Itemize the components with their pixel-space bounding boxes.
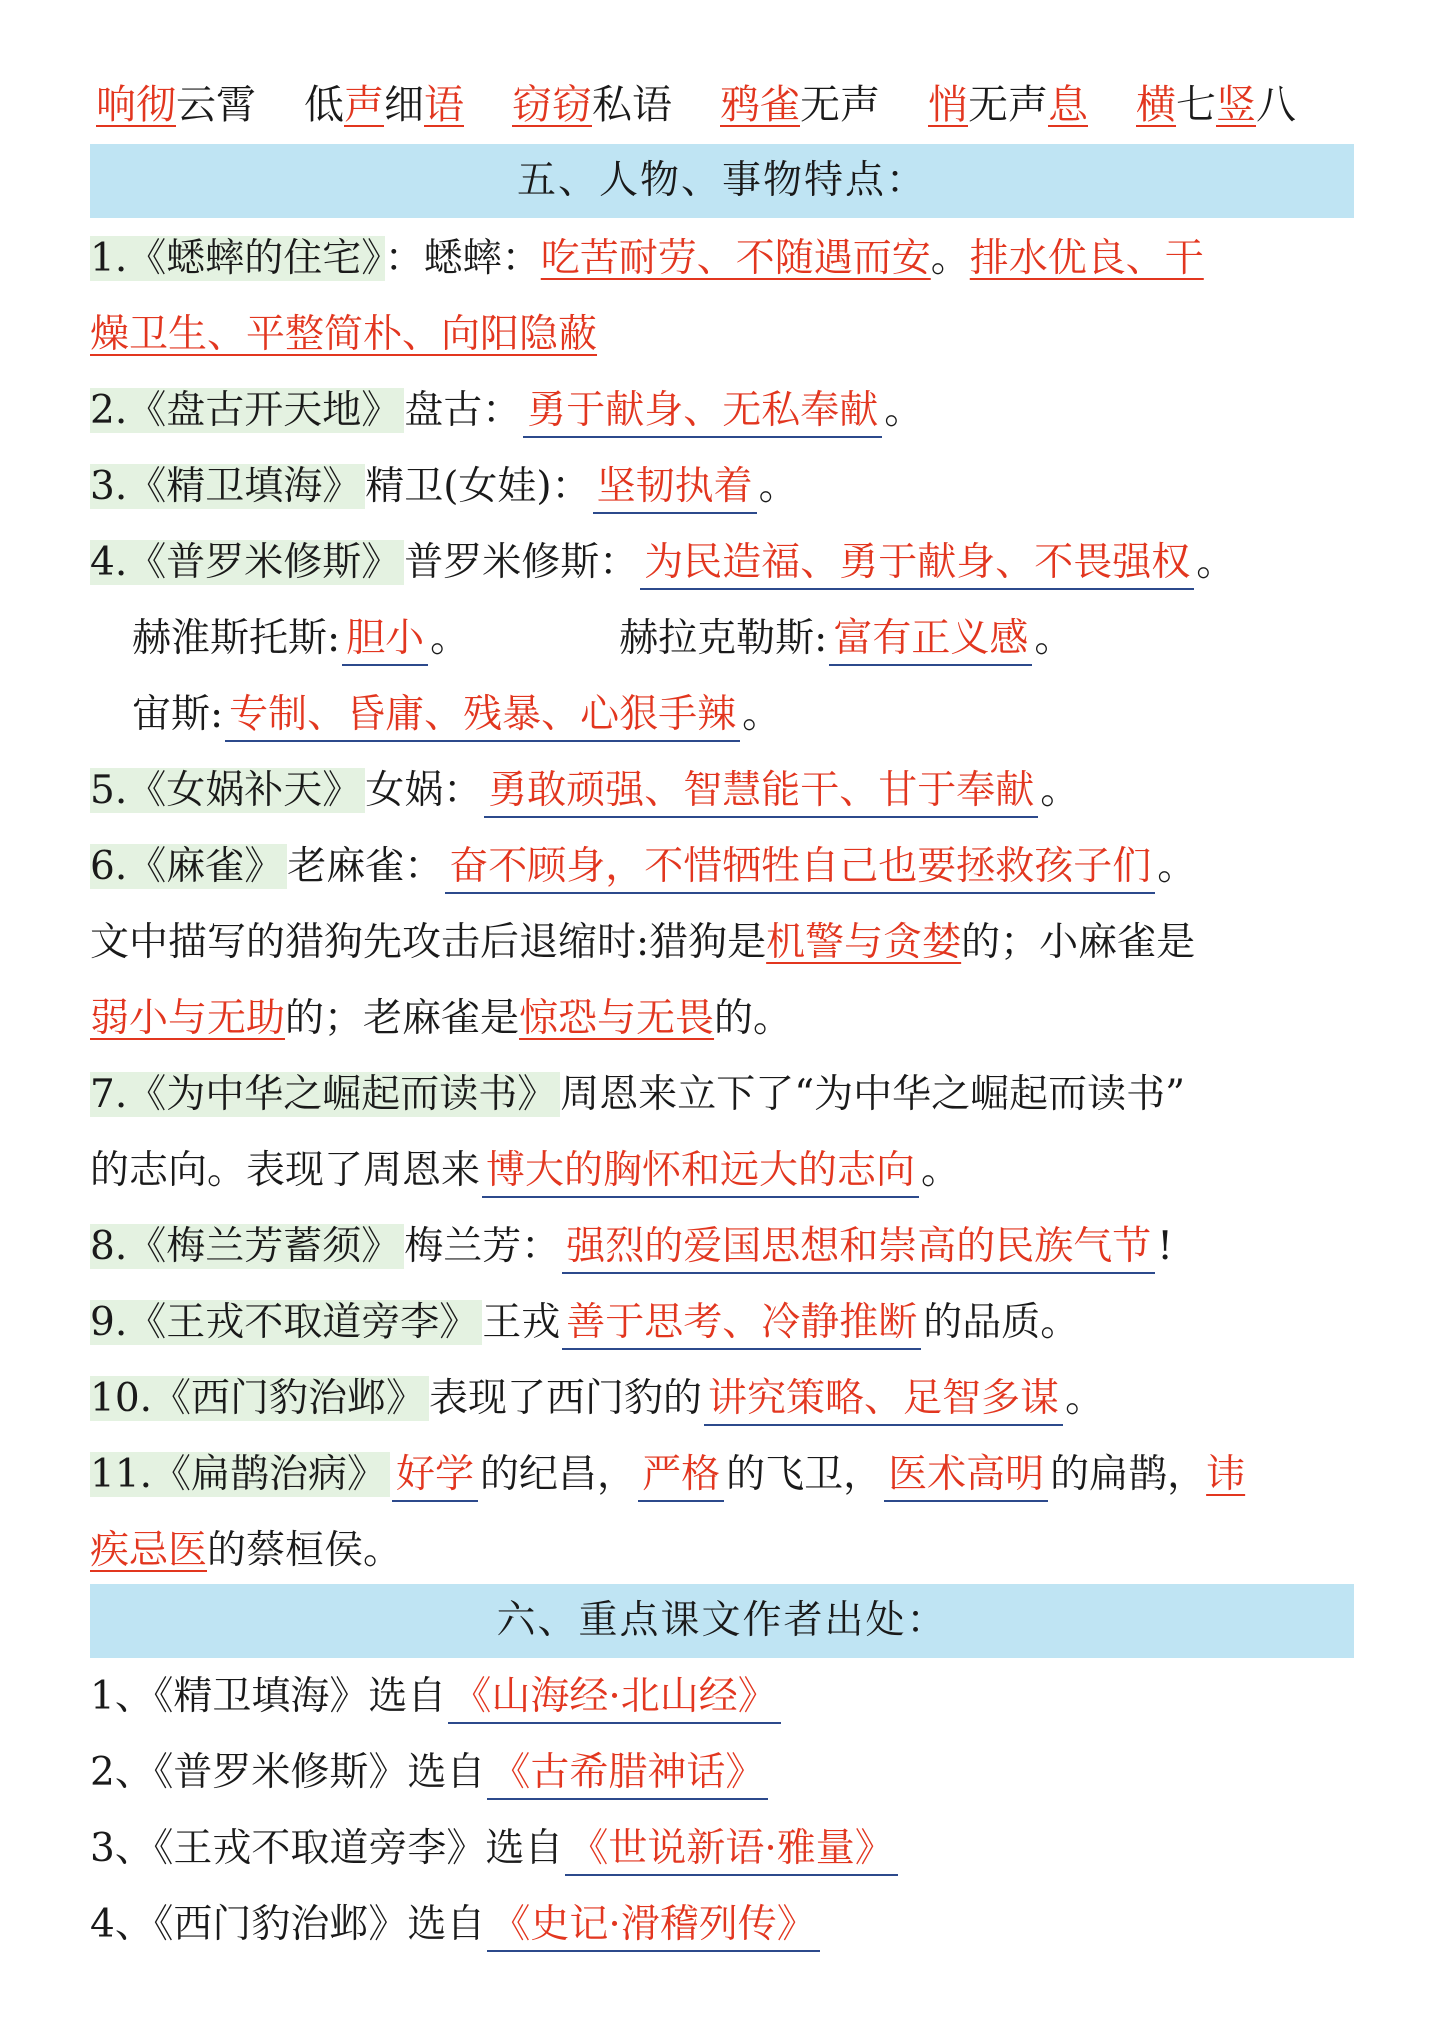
phrase-text: 低 (304, 82, 344, 128)
phrase-text: 云霄 (176, 82, 256, 128)
lesson-title: 3.《精卫填海》 (90, 464, 365, 509)
item-line (90, 454, 1360, 520)
body-text: 的；老麻雀是 (285, 996, 520, 1041)
answer-text: 专制、昏庸、残暴、心狠手辣 (229, 692, 737, 737)
vocab-phrase (304, 72, 464, 138)
answer-text: 坚韧执着 (596, 464, 753, 509)
character-name: 赫拉克勒斯: (619, 616, 828, 661)
answer-text: 胆小 (346, 616, 425, 661)
item-line (90, 986, 1360, 1052)
answer-text: 强烈的爱国思想和崇高的民族气节 (566, 1224, 1152, 1269)
lesson-title: 8.《梅兰芳蓄须》 (90, 1224, 404, 1269)
punctuation: 。 (1157, 844, 1197, 889)
source-line (90, 1740, 1360, 1806)
phrase-text: 细 (384, 82, 424, 128)
phrase-highlight: 语 (424, 82, 464, 128)
lesson-title: 6.《麻雀》 (90, 844, 287, 889)
answer-text: 弱小与无助 (90, 996, 286, 1041)
lesson-title: 9.《王戎不取道旁李》 (90, 1300, 482, 1345)
answer-text: 富有正义感 (833, 616, 1029, 661)
character-name: 普罗米修斯： (404, 540, 639, 585)
character-name: 盘古： (404, 388, 522, 433)
answer-text: 奋不顾身，不惜牺牲自己也要拯救孩子们 (449, 844, 1152, 889)
answer-blank (638, 1450, 724, 1502)
punctuation: 。 (742, 692, 782, 737)
answer-blank (225, 690, 740, 742)
answer-blank (445, 842, 1155, 894)
vocab-phrase (928, 72, 1088, 138)
item-line (90, 1062, 1360, 1128)
phrase-highlight: 响彻 (96, 82, 176, 128)
lesson-title: 10.《西门豹治邺》 (90, 1376, 429, 1421)
answer-text: 惊恐与无畏 (519, 996, 715, 1041)
section-header-characteristics (90, 144, 1354, 218)
vocab-phrase (96, 72, 256, 138)
answer-blank (487, 1748, 768, 1800)
phrase-highlight: 竖 (1216, 82, 1256, 128)
phrase-highlight: 横 (1136, 82, 1176, 128)
phrase-row (96, 72, 1366, 138)
punctuation: ! (1157, 1224, 1173, 1269)
lesson-title: 1.《蟋蟀的住宅》 (90, 236, 385, 281)
answer-blank (484, 766, 1038, 818)
answer-blank (593, 462, 757, 514)
source-prefix: 4、《西门豹治邺》选自 (90, 1902, 486, 1947)
answer-text: 讲究策略、足智多谋 (708, 1376, 1060, 1421)
section-title: 六、重点课文作者出处： (496, 1598, 948, 1643)
answer-text: 好学 (396, 1452, 475, 1497)
vocab-phrase (720, 72, 880, 138)
punctuation: 。 (430, 616, 470, 661)
item-line (90, 1518, 1360, 1584)
answer-text: 医术高明 (888, 1452, 1045, 1497)
body-text: 的蔡桓侯。 (207, 1528, 403, 1573)
source-answer: 《山海经·北山经》 (452, 1674, 777, 1719)
punctuation: 。 (1065, 1376, 1105, 1421)
item-line (90, 1138, 1360, 1204)
punctuation: 。 (1034, 616, 1074, 661)
lesson-title: 11.《扁鹊治病》 (90, 1452, 390, 1497)
body-text: 表现了西门豹的 (429, 1376, 703, 1421)
phrase-highlight: 窃窃 (512, 82, 592, 128)
punctuation: 。 (758, 464, 798, 509)
character-name: 宙斯: (132, 692, 224, 737)
item-line (90, 530, 1360, 596)
character-name: 精卫(女娃)： (365, 464, 591, 509)
body-text: 周恩来立下了“为中华之崛起而读书” (560, 1072, 1186, 1117)
item-line (132, 606, 1402, 672)
answer-blank (342, 614, 428, 666)
answer-blank (829, 614, 1032, 666)
character-name: 女娲： (365, 768, 483, 813)
source-prefix: 1、《精卫填海》选自 (90, 1674, 447, 1719)
answer-blank (704, 1374, 1063, 1426)
body-text: 的扁鹊， (1050, 1452, 1207, 1497)
body-text: 的志向。表现了周恩来 (90, 1148, 481, 1193)
punctuation: 。 (1196, 540, 1236, 585)
source-line (90, 1664, 1360, 1730)
item-line (90, 1214, 1360, 1280)
answer-blank (523, 386, 882, 438)
source-line (90, 1816, 1360, 1882)
answer-blank (562, 1222, 1155, 1274)
vocab-phrase (1136, 72, 1296, 138)
source-answer: 《世说新语·雅量》 (569, 1826, 894, 1871)
phrase-text: 私语 (592, 82, 672, 128)
vocab-phrase (512, 72, 672, 138)
section-header-sources (90, 1584, 1354, 1658)
answer-text: 疾忌医 (90, 1528, 208, 1573)
phrase-text: 无声 (968, 82, 1048, 128)
character-name: 梅兰芳： (404, 1224, 561, 1269)
phrase-highlight: 悄 (928, 82, 968, 128)
answer-text: 讳 (1206, 1452, 1246, 1497)
item-line (90, 1442, 1360, 1508)
character-name: ：蟋蟀： (384, 236, 541, 281)
item-line (132, 682, 1402, 748)
character-name: 老麻雀： (287, 844, 444, 889)
answer-blank (448, 1672, 780, 1724)
body-text: 的品质。 (923, 1300, 1080, 1345)
phrase-text: 八 (1256, 82, 1296, 128)
lesson-title: 4.《普罗米修斯》 (90, 540, 404, 585)
phrase-highlight: 鸦雀 (720, 82, 800, 128)
lesson-title: 5.《女娲补天》 (90, 768, 365, 813)
answer-text: 勇敢顽强、智慧能干、甘于奉献 (488, 768, 1035, 813)
phrase-highlight: 声 (344, 82, 384, 128)
punctuation: 。 (921, 1148, 961, 1193)
source-answer: 《古希腊神话》 (491, 1750, 765, 1795)
character-name: 赫淮斯托斯: (132, 616, 341, 661)
punctuation: 。 (884, 388, 924, 433)
item-line (90, 302, 1360, 368)
body-text: 的；小麻雀是 (961, 920, 1196, 965)
item-line (90, 758, 1360, 824)
answer-text: 勇于献身、无私奉献 (527, 388, 879, 433)
body-text: 的。 (714, 996, 793, 1041)
body-text: 文中描写的猎狗先攻击后退缩时:猎狗是 (90, 920, 767, 965)
item-line (90, 1366, 1360, 1432)
answer-blank (884, 1450, 1048, 1502)
answer-text: 博大的胸怀和远大的志向 (486, 1148, 916, 1193)
punctuation: 。 (1040, 768, 1080, 813)
item-line (90, 834, 1360, 900)
answer-blank (562, 1298, 921, 1350)
lesson-title: 7.《为中华之崛起而读书》 (90, 1072, 560, 1117)
source-prefix: 2、《普罗米修斯》选自 (90, 1750, 486, 1795)
section-title: 五、人物、事物特点： (516, 158, 927, 203)
phrase-text: 七 (1176, 82, 1216, 128)
answer-text: 吃苦耐劳、不随遇而安 (540, 236, 931, 281)
answer-text: 为民造福、勇于献身、不畏强权 (644, 540, 1191, 585)
body-text: 的飞卫， (726, 1452, 883, 1497)
answer-text: 严格 (642, 1452, 721, 1497)
answer-blank (640, 538, 1194, 590)
answer-blank (482, 1146, 919, 1198)
source-answer: 《史记·滑稽列传》 (491, 1902, 816, 1947)
character-name: 王戎 (482, 1300, 561, 1345)
source-prefix: 3、《王戎不取道旁李》选自 (90, 1826, 564, 1871)
answer-text: 排水优良、干 (969, 236, 1204, 281)
item-line (90, 378, 1360, 444)
body-text: 的纪昌， (480, 1452, 637, 1497)
item-line (90, 226, 1360, 292)
punctuation: 。 (930, 236, 970, 281)
phrase-highlight: 息 (1048, 82, 1088, 128)
source-line (90, 1892, 1360, 1958)
answer-text: 善于思考、冷静推断 (566, 1300, 918, 1345)
answer-text: 机警与贪婪 (766, 920, 962, 965)
answer-blank (392, 1450, 478, 1502)
answer-blank (565, 1824, 897, 1876)
item-line (90, 1290, 1360, 1356)
item-line (90, 910, 1360, 976)
lesson-title: 2.《盘古开天地》 (90, 388, 404, 433)
phrase-text: 无声 (800, 82, 880, 128)
answer-blank (487, 1900, 819, 1952)
answer-text: 燥卫生、平整简朴、向阳隐蔽 (90, 312, 598, 357)
